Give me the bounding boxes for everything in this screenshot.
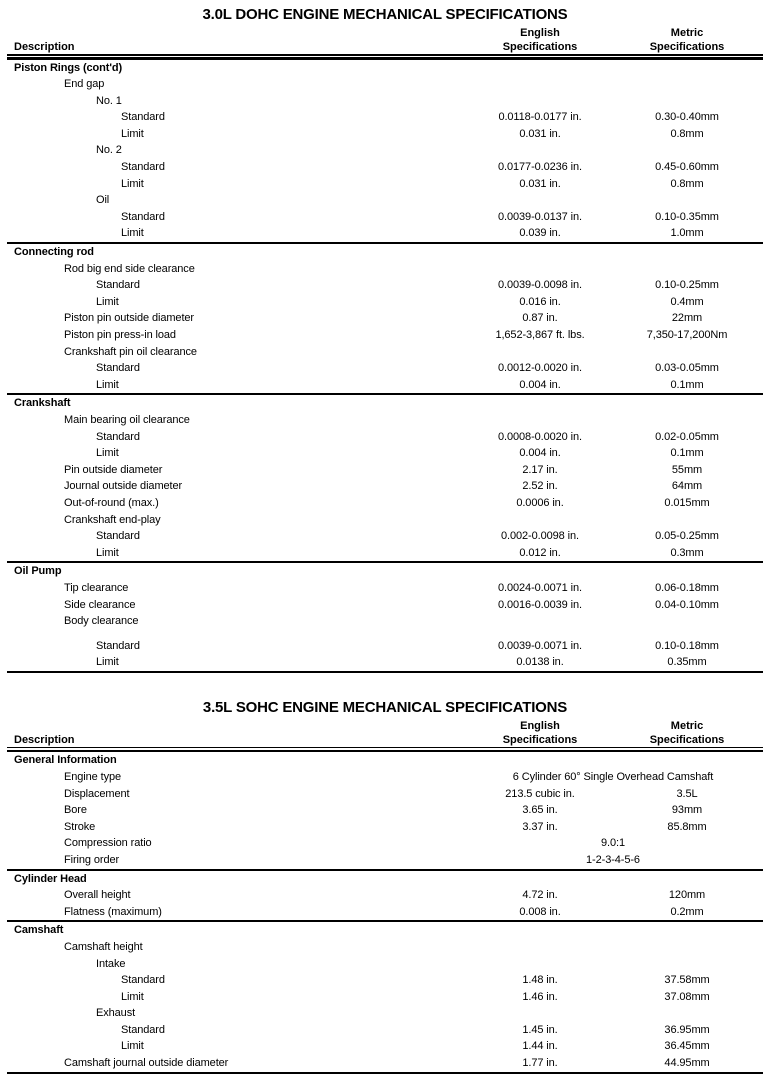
english-value: 0.008 in.: [519, 905, 561, 918]
section-header-row: [7, 871, 763, 888]
row-label: Standard: [96, 279, 140, 292]
english-value: [450, 76, 630, 93]
english-value: [450, 142, 630, 159]
table-title: 3.5L SOHC ENGINE MECHANICAL SPECIFICATIONS: [202, 698, 568, 716]
row-label: Flatness (maximum): [64, 905, 162, 918]
metric-value: [630, 613, 744, 630]
row-label: Oil: [96, 194, 110, 207]
spec-row: [7, 261, 763, 278]
row-label: Limit: [121, 177, 144, 190]
metric-value: 120mm: [668, 889, 706, 902]
section: [7, 60, 763, 243]
row-label: Standard: [96, 430, 140, 443]
spec-row: [7, 512, 763, 529]
spec-row: [7, 412, 763, 429]
metric-value: 64mm: [671, 480, 703, 493]
column-header-english-line2: Specifications: [502, 733, 578, 746]
row-label: Side clearance: [64, 598, 136, 611]
spec-row: [7, 819, 763, 836]
spec-row: [7, 109, 763, 126]
row-label: No. 2: [96, 144, 122, 157]
english-value: 1.44 in.: [522, 1040, 558, 1053]
english-value: 0.87 in.: [522, 312, 558, 325]
spec-row: [7, 972, 763, 989]
spec-row: [7, 1005, 763, 1022]
row-label: Standard: [96, 639, 140, 652]
section-header-row: [7, 563, 763, 580]
metric-value: 0.04-0.10mm: [655, 598, 719, 611]
spec-row: [7, 580, 763, 597]
spec-row: [7, 310, 763, 327]
column-header-metric: [630, 26, 744, 54]
english-value: 1.48 in.: [522, 974, 558, 987]
section: [7, 752, 763, 868]
spec-row: [7, 956, 763, 973]
spec-row: [7, 192, 763, 209]
column-header-metric-line2: Specifications: [649, 41, 725, 53]
column-header-english: [450, 719, 630, 747]
metric-value: 93mm: [671, 804, 703, 817]
row-label: Piston pin outside diameter: [64, 312, 194, 325]
metric-value: [630, 412, 744, 429]
spec-row: [7, 294, 763, 311]
section-header-row: [7, 60, 763, 77]
span-value: 1-2-3-4-5-6: [586, 853, 640, 866]
row-label: Journal outside diameter: [64, 480, 183, 493]
row-label: Tip clearance: [64, 581, 129, 594]
section-header: Oil Pump: [14, 565, 62, 578]
metric-value: 7,350-17,200Nm: [646, 329, 728, 341]
english-value: 1.46 in.: [522, 990, 558, 1003]
metric-value: 0.05-0.25mm: [655, 530, 719, 543]
spec-row: [7, 1038, 763, 1055]
english-value: [450, 192, 630, 209]
section: [7, 869, 763, 921]
metric-value: 36.45mm: [664, 1040, 710, 1053]
spec-row: [7, 495, 763, 512]
metric-value: 0.03-0.05mm: [655, 362, 719, 375]
spec-row: [7, 769, 763, 786]
spec-row: [7, 835, 763, 852]
column-header-metric: [630, 719, 744, 747]
metric-value: 36.95mm: [664, 1023, 710, 1036]
row-label: Main bearing oil clearance: [64, 413, 190, 426]
english-value: 3.37 in.: [522, 820, 558, 833]
section: [7, 393, 763, 561]
english-value: 0.0039-0.0098 in.: [498, 279, 582, 292]
spec-row: [7, 654, 763, 671]
spec-row: [7, 76, 763, 93]
section-header: Piston Rings (cont'd): [14, 61, 123, 74]
metric-value: 0.2mm: [670, 905, 704, 918]
metric-value: 0.30-0.40mm: [655, 111, 719, 124]
english-value: 213.5 cubic in.: [505, 787, 575, 800]
span-value: 6 Cylinder 60° Single Overhead Camshaft: [512, 770, 714, 783]
english-value: 0.0008-0.0020 in.: [498, 430, 582, 443]
column-header-metric-line2: Specifications: [649, 733, 725, 746]
metric-value: [630, 939, 744, 956]
metric-value: 0.06-0.18mm: [655, 581, 719, 594]
spec-row: [7, 613, 763, 630]
english-value: 0.0006 in.: [516, 496, 564, 509]
metric-value: 0.02-0.05mm: [655, 430, 719, 443]
header-rule-thin: [7, 54, 763, 56]
metric-value: 0.10-0.18mm: [655, 639, 719, 652]
english-value: [450, 344, 630, 361]
english-value: 0.031 in.: [519, 177, 561, 190]
spec-table: [7, 6, 763, 673]
metric-value: 44.95mm: [664, 1057, 710, 1070]
column-header-english-line2: Specifications: [502, 41, 578, 53]
table-body: [7, 752, 763, 1073]
english-value: 0.002-0.0098 in.: [501, 530, 579, 543]
english-value: [450, 512, 630, 529]
spec-row: [7, 327, 763, 344]
english-value: 0.012 in.: [519, 546, 561, 559]
english-value: [450, 93, 630, 110]
spec-row: [7, 1022, 763, 1039]
row-label: Camshaft journal outside diameter: [64, 1057, 229, 1070]
row-label: Limit: [96, 295, 119, 308]
metric-value: 0.10-0.25mm: [655, 279, 719, 292]
column-header-row: [7, 26, 763, 54]
english-value: [450, 956, 630, 973]
spec-row: [7, 939, 763, 956]
table-title: 3.0L DOHC ENGINE MECHANICAL SPECIFICATIONS: [202, 6, 568, 23]
row-label: Limit: [96, 656, 119, 669]
row-label: Standard: [121, 161, 165, 174]
row-label: No. 1: [96, 94, 122, 107]
metric-value: [630, 512, 744, 529]
row-label: Limit: [96, 378, 119, 391]
row-label: Crankshaft end-play: [64, 513, 161, 526]
spec-row: [7, 597, 763, 614]
spec-row: [7, 786, 763, 803]
metric-value: 55mm: [671, 463, 703, 476]
column-header-english-line1: English: [520, 27, 560, 39]
spec-row: [7, 989, 763, 1006]
row-label: Standard: [121, 210, 165, 223]
metric-value: 0.1mm: [670, 447, 704, 460]
metric-value: [630, 76, 744, 93]
row-label: Bore: [64, 804, 87, 817]
row-label: Pin outside diameter: [64, 463, 163, 476]
spec-row: [7, 478, 763, 495]
column-header-description: Description: [14, 733, 75, 746]
english-value: 0.0118-0.0177 in.: [498, 111, 582, 124]
spec-row: [7, 344, 763, 361]
row-label: Standard: [96, 530, 140, 543]
row-label: Compression ratio: [64, 837, 152, 850]
column-header-description: Description: [14, 41, 75, 53]
english-value: 1.77 in.: [522, 1057, 558, 1070]
column-header-english: [450, 26, 630, 54]
spec-row: [7, 176, 763, 193]
spec-row: [7, 904, 763, 921]
spec-row: [7, 802, 763, 819]
english-value: 0.0024-0.0071 in.: [498, 581, 582, 594]
english-value: 1,652-3,867 ft. lbs.: [495, 329, 585, 341]
row-label: Limit: [96, 546, 119, 559]
row-label: Limit: [121, 127, 144, 140]
row-label: Rod big end side clearance: [64, 262, 195, 275]
metric-value: [630, 956, 744, 973]
english-value: 2.52 in.: [522, 480, 558, 493]
english-value: 0.0039-0.0137 in.: [498, 210, 582, 223]
section-header-row: [7, 752, 763, 769]
column-header-row: [7, 719, 763, 747]
metric-value: 0.10-0.35mm: [655, 210, 719, 223]
spec-row: [7, 377, 763, 394]
column-header-metric-line1: Metric: [670, 27, 704, 39]
spacer-row: [7, 630, 763, 638]
section-header: Cylinder Head: [14, 872, 87, 885]
english-value: 0.039 in.: [519, 227, 561, 240]
row-label: Displacement: [64, 787, 130, 800]
metric-value: [630, 261, 744, 278]
spec-row: [7, 126, 763, 143]
row-label: Piston pin press-in load: [64, 329, 176, 341]
row-label: Limit: [121, 1040, 144, 1053]
section-header-row: [7, 922, 763, 939]
english-value: 2.17 in.: [522, 463, 558, 476]
spec-table: [7, 699, 763, 1074]
metric-value: [630, 142, 744, 159]
english-value: 0.016 in.: [519, 295, 561, 308]
section-header: Camshaft: [14, 924, 64, 937]
metric-value: 0.015mm: [664, 496, 710, 509]
metric-value: 85.8mm: [667, 820, 707, 833]
table-body: [7, 60, 763, 673]
row-label: Overall height: [64, 889, 131, 902]
row-label: Camshaft height: [64, 940, 143, 953]
section: [7, 561, 763, 671]
column-header-english-line1: English: [520, 719, 560, 732]
section: [7, 920, 763, 1071]
spec-row: [7, 360, 763, 377]
row-label: Exhaust: [96, 1007, 136, 1020]
metric-value: 0.8mm: [670, 127, 704, 140]
english-value: 0.0177-0.0236 in.: [498, 161, 582, 174]
section-header-row: [7, 244, 763, 261]
metric-value: 0.35mm: [667, 656, 707, 669]
spec-row: [7, 445, 763, 462]
row-label: Stroke: [64, 820, 96, 833]
section-header-row: [7, 395, 763, 412]
section-header: Crankshaft: [14, 397, 71, 410]
english-value: [450, 1005, 630, 1022]
spec-row: [7, 209, 763, 226]
row-label: Standard: [121, 111, 165, 124]
metric-value: 37.08mm: [664, 990, 710, 1003]
section-header: Connecting rod: [14, 246, 94, 259]
spec-row: [7, 142, 763, 159]
row-label: Engine type: [64, 770, 121, 783]
metric-value: [630, 93, 744, 110]
spec-row: [7, 225, 763, 242]
english-value: 0.0016-0.0039 in.: [498, 598, 582, 611]
english-value: 3.65 in.: [522, 804, 558, 817]
english-value: 0.0012-0.0020 in.: [498, 362, 582, 375]
spec-row: [7, 852, 763, 869]
english-value: 0.0138 in.: [516, 656, 564, 669]
row-label: Limit: [96, 447, 119, 460]
row-label: Out-of-round (max.): [64, 496, 159, 509]
english-value: [450, 939, 630, 956]
metric-value: [630, 344, 744, 361]
span-value: 9.0:1: [601, 837, 625, 850]
row-label: End gap: [64, 78, 105, 91]
spec-row: [7, 429, 763, 446]
row-label: Crankshaft pin oil clearance: [64, 345, 197, 358]
row-label: Intake: [96, 957, 126, 970]
english-value: 1.45 in.: [522, 1023, 558, 1036]
row-label: Limit: [121, 990, 144, 1003]
metric-value: 22mm: [671, 312, 703, 325]
spec-row: [7, 638, 763, 655]
row-label: Firing order: [64, 853, 120, 866]
spec-row: [7, 277, 763, 294]
metric-value: 0.45-0.60mm: [655, 161, 719, 174]
page: [0, 6, 770, 1074]
metric-value: 0.8mm: [670, 177, 704, 190]
metric-value: 1.0mm: [670, 227, 704, 240]
metric-value: 0.1mm: [670, 378, 704, 391]
metric-value: [630, 192, 744, 209]
english-value: 0.0039-0.0071 in.: [498, 639, 582, 652]
spec-row: [7, 528, 763, 545]
column-header-metric-line1: Metric: [670, 719, 704, 732]
english-value: 0.031 in.: [519, 127, 561, 140]
row-label: Standard: [96, 362, 140, 375]
section-header: General Information: [14, 754, 117, 767]
row-label: Body clearance: [64, 615, 139, 628]
spec-row: [7, 462, 763, 479]
english-value: [450, 613, 630, 630]
section: [7, 242, 763, 393]
row-label: Standard: [121, 1023, 165, 1036]
metric-value: 3.5L: [676, 787, 698, 800]
spec-row: [7, 545, 763, 562]
spec-row: [7, 1055, 763, 1072]
spec-row: [7, 887, 763, 904]
row-label: Standard: [121, 974, 165, 987]
header-rule-thin: [7, 747, 763, 749]
row-label: Limit: [121, 227, 144, 240]
spec-row: [7, 159, 763, 176]
english-value: [450, 261, 630, 278]
metric-value: 37.58mm: [664, 974, 710, 987]
english-value: 0.004 in.: [519, 447, 561, 460]
spec-row: [7, 93, 763, 110]
english-value: 4.72 in.: [522, 889, 558, 902]
english-value: 0.004 in.: [519, 378, 561, 391]
metric-value: 0.3mm: [670, 546, 704, 559]
english-value: [450, 412, 630, 429]
metric-value: [630, 1005, 744, 1022]
metric-value: 0.4mm: [670, 295, 704, 308]
